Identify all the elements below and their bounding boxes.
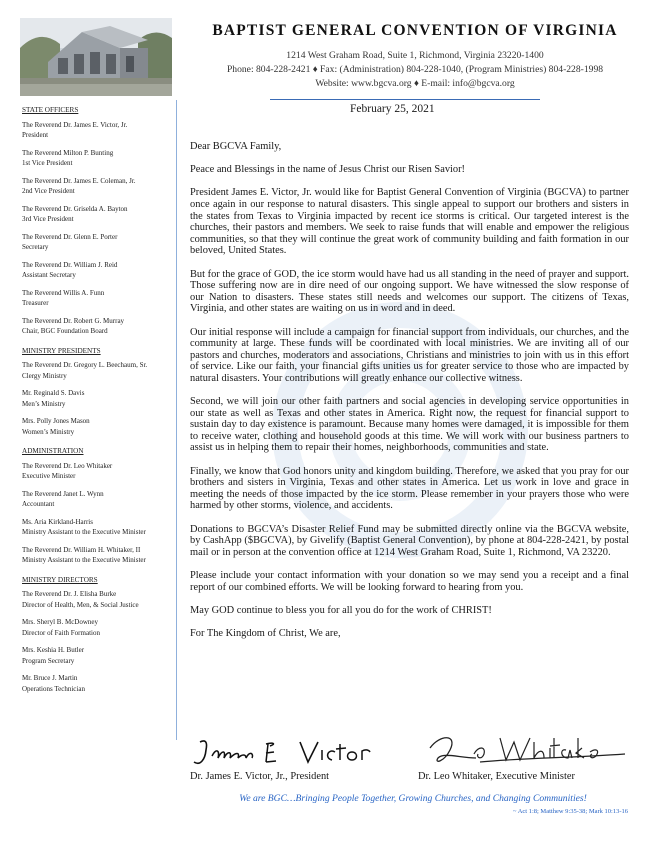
person-role: Operations Technician [22,684,85,693]
sidebar-person [22,673,182,694]
sidebar-section-title: MINISTRY DIRECTORS [22,575,98,584]
paragraph: Please include your contact information with your donation so we may send you a receipt and a final report of our combined efforts. We will be looking forward to hearing from you. [190,569,629,593]
person-name: The Reverend Dr. Leo Whitaker [22,461,113,470]
person-role: President [22,131,49,139]
paragraph: But for the grace of GOD, the ice storm would have had us all standing in the need of prayer and support. Those suffering now are in dire need of our ongoing support. We have witnessed the slow response of our Nation to disasters. These states still needs and welcomes our support. The citizens of Texas, Virginia, and other states are waiting on us in word and in deed. [190,268,629,315]
person-name: The Reverend Janet L. Wynn [22,489,104,498]
sidebar-person [22,461,182,482]
sidebar-person [22,617,182,638]
person-role: Treasurer [22,299,49,307]
person-role: Accountant [22,500,55,508]
letter-body [190,141,629,651]
paragraph: Finally, we know that God honors unity and kingdom building. Therefore, we asked that you pray for our brothers and sisters in Virginia, Texas and other states in America. Let us work in love and grace in meeting the needs of those impacted by the ice storm. Please remember in your prayers those who were harmed by other storms, violence, and accidents. [190,465,629,512]
person-role: Secretary [22,243,49,251]
letter-date: February 25, 2021 [350,103,435,115]
org-web-email: Website: www.bgcva.org ♦ E-mail: info@bgcva.org [315,78,515,89]
person-name: Mrs. Polly Jones Mason [22,417,90,425]
sidebar-person [22,645,182,666]
person-name: The Reverend Dr. J. Elisha Burke [22,590,117,598]
person-name: The Reverend Dr. William H. Whitaker, II [22,545,141,554]
signature-whitaker [420,728,630,777]
officers-sidebar [22,105,182,701]
person-role: Director of Health, Men, & Social Justice [22,600,139,609]
signature-name-executive: Dr. Leo Whitaker, Executive Minister [418,771,575,782]
sidebar-person [22,120,182,141]
footer-tagline: We are BGC…Bringing People Together, Growing Churches, and Changing Communities! [239,793,587,804]
paragraph: May GOD continue to bless you for all you do for the work of CHRIST! [190,604,492,616]
person-name: Ms. Aria Kirkland-Harris [22,517,93,526]
sidebar-person [22,517,182,538]
signature-name-president: Dr. James E. Victor, Jr., President [190,771,330,782]
header-divider [270,99,540,100]
sidebar-section-title: STATE OFFICERS [22,106,79,114]
org-address: 1214 West Graham Road, Suite 1, Richmond, Virginia 23220-1400 [286,50,544,61]
person-name: The Reverend Dr. James E. Victor, Jr. [22,120,128,129]
person-role: Assistant Secretary [22,271,76,279]
paragraph: Second, we will join our other faith partners and social agencies in developing service opportunities in our state as well as Texas and other states in America. Right now, the request for financial support to sustain day to day existence is paramount. Because many homes were damaged, it is impossible for them to receive water, clothing and household goods at this time. We will work with our business partners to assist us in helping them to repair their homes, neighborhoods, communities and state. [190,396,629,454]
sidebar-person [22,545,182,566]
footer-scripture: ~ Act 1:8; Matthew 9:35-38; Mark 10:13-16 [512,808,628,815]
person-role: 2nd Vice President [22,187,75,195]
salutation: Dear BGCVA Family, [190,141,282,152]
person-role: Program Secretary [22,656,75,665]
sidebar-person [22,232,182,253]
sidebar-person [22,388,182,409]
sidebar-person [22,489,182,510]
paragraph: Donations to BGCVA’s Disaster Relief Fund may be submitted directly online via the BGCVA website, by CashApp ($BGCVA), by Givelify (Baptist General Convention), by phone at 804-228-2421, by postal mail or in person at the convention office at 1214 West Graham Road, Suite 1, Richmond, VA 23220. [190,523,629,558]
sidebar-person [22,360,182,381]
person-name: The Reverend Milton P. Bunting [22,148,114,157]
person-name: Mrs. Keshia H. Butler [22,646,85,654]
sidebar-person [22,176,182,197]
sidebar-person [22,260,182,281]
paragraph: President James E. Victor, Jr. would like for Baptist General Convention of Virginia (BGCVA) to partner once again in our response to natural disasters. This single appeal to support our brothers and sisters in the states from Texas to Virginia impacted by recent ice storms is critical. Our targeted interest is the churches, their pastors and members. We seek to raise funds that will enable and empower the religious communities, so that they will continue the great work of community building and faith formation in our beloved, United States. [190,187,629,257]
person-name: The Reverend Dr. William J. Reid [22,260,118,269]
person-role: Executive Minister [22,472,76,480]
closing: For The Kingdom of Christ, We are, [190,627,341,639]
person-role: Chair, BGC Foundation Board [22,327,108,335]
sidebar-section-title: ADMINISTRATION [22,447,84,455]
person-name: The Reverend Dr. Gregory L. Beechaum, Sr. [22,361,148,369]
building-photo [20,18,172,96]
greeting: Peace and Blessings in the name of Jesus Christ our Risen Savior! [190,164,466,176]
person-name: Mr. Reginald S. Davis [22,389,85,397]
person-role: Clergy Ministry [22,371,67,380]
person-name: The Reverend Willis A. Funn [22,288,105,297]
person-name: The Reverend Dr. Glenn E. Porter [22,232,118,241]
sidebar-section-title: MINISTRY PRESIDENTS [22,346,101,355]
person-role: Women’s Ministry [22,427,75,436]
sidebar-person [22,204,182,225]
person-name: The Reverend Dr. Griselda A. Bayton [22,204,128,213]
person-role: 3rd Vice President [22,215,74,223]
sidebar-person [22,589,182,610]
person-role: 1st Vice President [22,159,73,167]
paragraph: Our initial response will include a campaign for financial support from individuals, our churches, and the community at large. These funds will be coordinated with local ministries. We are inviting all of our pastors and churches, moderators and associations, Christians and ministries to join with us in this effort of service. Like our faith, your financial gifts unities us for greater service to those who are impacted by natural disasters. Your contributions will greatly enhance our collective witness. [190,326,629,384]
org-phone-fax: Phone: 804-228-2421 ♦ Fax: (Administration) 804-228-1040, (Program Ministries) 804-228-1998 [226,64,604,75]
sidebar-person [22,148,182,169]
person-role: Ministry Assistant to the Executive Minister [22,528,146,536]
person-role: Director of Faith Formation [22,628,100,637]
person-role: Ministry Assistant to the Executive Minister [22,556,146,564]
person-name: The Reverend Dr. James E. Coleman, Jr. [22,176,136,185]
person-role: Men’s Ministry [22,399,66,408]
sidebar-person [22,316,182,337]
person-name: Mr. Bruce J. Martin [22,674,78,682]
sidebar-person [22,288,182,309]
person-name: The Reverend Dr. Robert G. Murray [22,316,125,325]
sidebar-person [22,416,182,437]
person-name: Mrs. Sheryl B. McDowney [22,618,99,626]
org-name: BAPTIST GENERAL CONVENTION OF VIRGINIA [212,22,618,39]
